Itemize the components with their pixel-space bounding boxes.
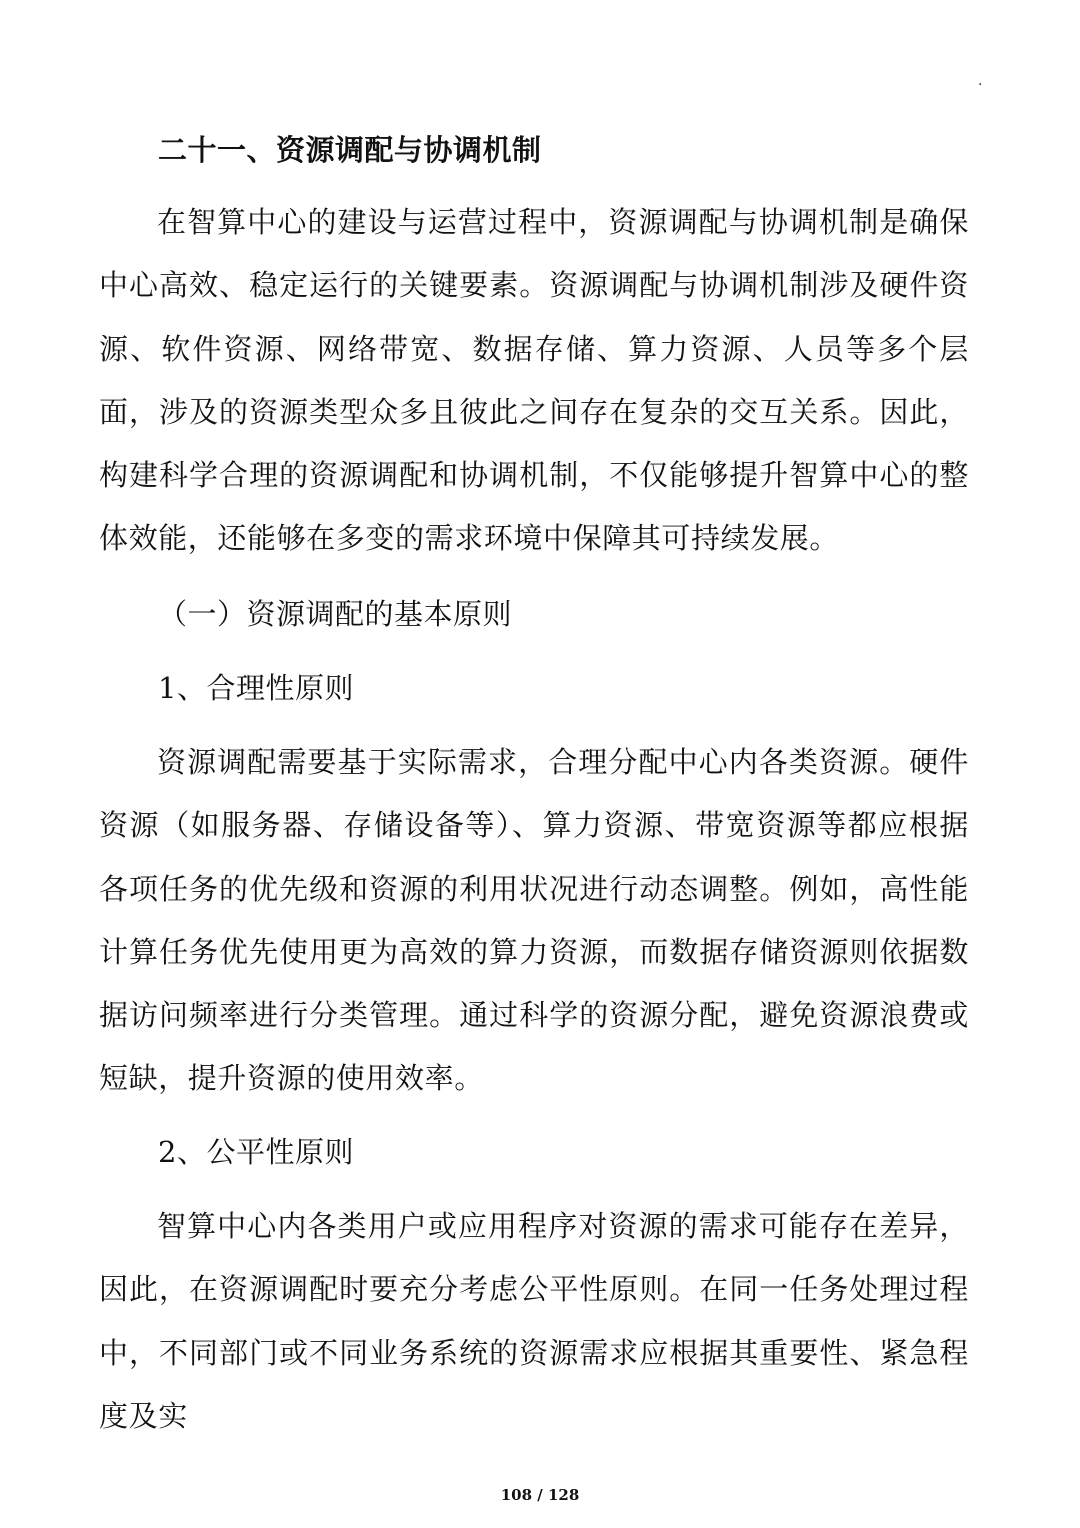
corner-mark: .	[978, 73, 983, 89]
rationality-paragraph: 资源调配需要基于实际需求，合理分配中心内各类资源。硬件资源（如服务器、存储设备等）、算力资源、带宽资源等都应根据各项任务的优先级和资源的利用状况进行动态调整。例如，高性能计算任务优先使用更为高效的算力资源，而数据存储资源则依据数据访问频率进行分类管理。通过科学的资源分配，避免资源浪费或短缺，提升资源的使用效率。	[99, 745, 969, 1096]
section-title: 二十一、资源调配与协调机制	[158, 133, 542, 167]
intro-paragraph: 在智算中心的建设与运营过程中，资源调配与协调机制是确保中心高效、稳定运行的关键要素。资源调配与协调机制涉及硬件资源、软件资源、网络带宽、数据存储、算力资源、人员等多个层面，涉及的资源类型众多且彼此之间存在复杂的交互关系。因此，构建科学合理的资源调配和协调机制，不仅能够提升智算中心的整体效能，还能够在多变的需求环境中保障其可持续发展。	[99, 205, 969, 556]
principle-heading-rationality: 1、合理性原则	[158, 671, 354, 705]
subsection-heading: （一）资源调配的基本原则	[158, 597, 513, 631]
page-number: 108 / 128	[500, 1486, 580, 1504]
fairness-paragraph: 智算中心内各类用户或应用程序对资源的需求可能存在差异，因此，在资源调配时要充分考虑公平性原则。在同一任务处理过程中，不同部门或不同业务系统的资源需求应根据其重要性、紧急程度及实	[99, 1209, 969, 1433]
principle-heading-fairness: 2、公平性原则	[158, 1135, 354, 1169]
